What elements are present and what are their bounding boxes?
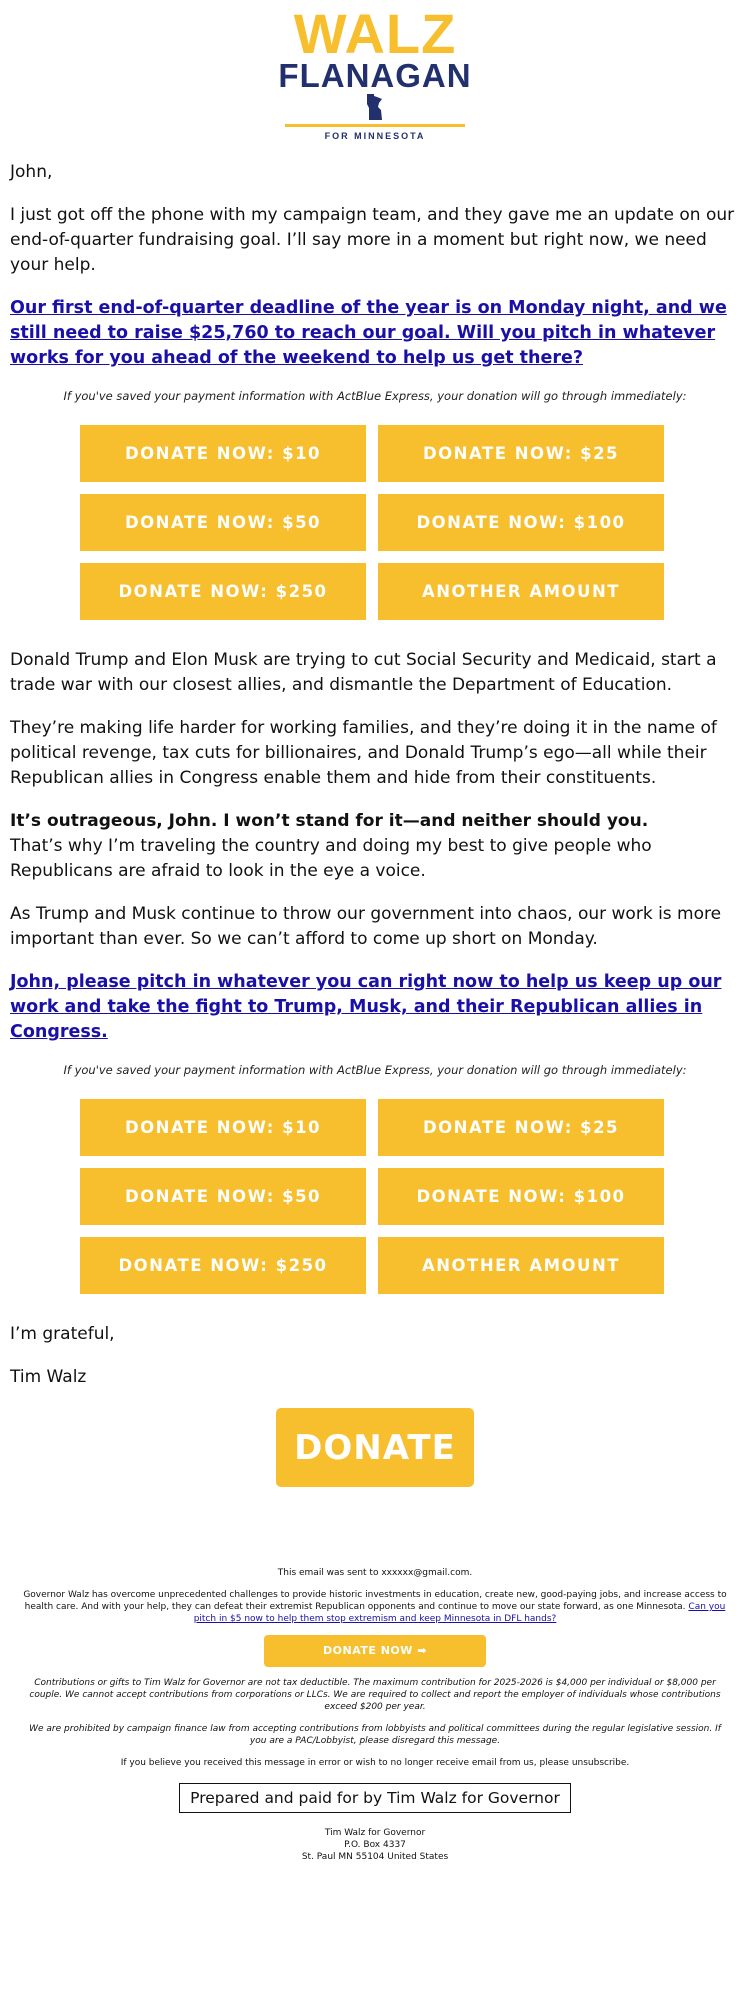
- email-body: [0, 160, 750, 1487]
- chaos-paragraph: As Trump and Musk continue to throw our government into chaos, our work is more important than ever. So we can’t afford to come up short on Monday.: [10, 904, 722, 949]
- donate-25-button-2[interactable]: DONATE NOW: $25: [378, 1099, 664, 1156]
- another-amount-button[interactable]: ANOTHER AMOUNT: [378, 563, 664, 620]
- donate-100-button[interactable]: DONATE NOW: $100: [378, 494, 664, 551]
- about-paragraph: Governor Walz has overcome unprecedented challenges to provide historic investments in education, create new, good-paying jobs, and increase access to health care. And with your help, they can defeat their extremist Republican opponents and continue to move our state forward, as one Minnesota.: [23, 1590, 727, 1612]
- address-line-2: P.O. Box 4337: [344, 1840, 406, 1850]
- legal-lobbyists: We are prohibited by campaign finance law from accepting contributions from lobbyists and political committees during the regular legislative session. If you are a PAC/Lobbyist, please disregard this message.: [29, 1724, 721, 1746]
- donate-100-button-2[interactable]: DONATE NOW: $100: [378, 1168, 664, 1225]
- intro-paragraph: I just got off the phone with my campaign team, and they gave me an update on our end-of-quarter fundraising goal. I’ll say more in a moment but right now, we need your help.: [10, 205, 735, 275]
- minnesota-icon: [365, 94, 385, 120]
- footer-donate-button[interactable]: DONATE NOW ➡: [264, 1635, 486, 1667]
- working-families-paragraph: They’re making life harder for working families, and they’re doing it in the name of political revenge, tax cuts for billionaires, and Donald Trump’s ego—all while their Republican allies in Congress enable them and hide from their constituents.: [10, 718, 717, 788]
- donate-10-button[interactable]: DONATE NOW: $10: [80, 425, 366, 482]
- another-amount-button-2[interactable]: ANOTHER AMOUNT: [378, 1237, 664, 1294]
- donate-button-grid: [80, 425, 670, 620]
- outrageous-paragraph: [10, 809, 740, 884]
- actblue-express-note: If you've saved your payment information with ActBlue Express, your donation will go through immediately:: [63, 389, 687, 403]
- address-line-1: Tim Walz for Governor: [324, 1828, 426, 1838]
- donate-250-button[interactable]: DONATE NOW: $250: [80, 563, 366, 620]
- about-text: [20, 1589, 730, 1625]
- donate-50-button[interactable]: DONATE NOW: $50: [80, 494, 366, 551]
- donate-250-button-2[interactable]: DONATE NOW: $250: [80, 1237, 366, 1294]
- about-donate-link[interactable]: Can you pitch in $5 now to help them stop extremism and keep Minnesota in DFL hands?: [193, 1602, 726, 1624]
- big-donate-button[interactable]: DONATE: [276, 1408, 474, 1487]
- donate-button-grid-2: [80, 1099, 670, 1294]
- mailing-address: [20, 1827, 730, 1863]
- logo-flanagan: FLANAGAN: [278, 57, 472, 94]
- footer: [0, 1567, 750, 1863]
- sent-to-text: This email was sent to xxxxxx@gmail.com.: [277, 1568, 473, 1578]
- outrageous-bold-text: It’s outrageous, John. I won’t stand for it—and neither should you.: [10, 811, 649, 831]
- pitch-in-link[interactable]: John, please pitch in whatever you can right now to help us keep up our work and take the fight to Trump, Musk, and their Republican allies in Congress.: [10, 972, 722, 1042]
- deadline-donate-link[interactable]: Our first end-of-quarter deadline of the year is on Monday night, and we still need to raise $25,760 to reach our goal. Will you pitch in whatever works for you ahead of the weekend to help us get there?: [10, 298, 727, 368]
- traveling-text: That’s why I’m traveling the country and doing my best to give people who Republicans are afraid to look in the eye a voice.: [10, 836, 652, 881]
- greeting: John,: [10, 162, 53, 182]
- donate-10-button-2[interactable]: DONATE NOW: $10: [80, 1099, 366, 1156]
- trump-musk-paragraph: Donald Trump and Elon Musk are trying to cut Social Security and Medicaid, start a trade war with our closest allies, and dismantle the Department of Education.: [10, 650, 717, 695]
- paid-for-box: Prepared and paid for by Tim Walz for Governor: [179, 1783, 571, 1813]
- donate-25-button[interactable]: DONATE NOW: $25: [378, 425, 664, 482]
- actblue-express-note-2: If you've saved your payment information with ActBlue Express, your donation will go through immediately:: [63, 1063, 687, 1077]
- campaign-logo: [0, 0, 750, 141]
- address-line-3: St. Paul MN 55104 United States: [301, 1852, 449, 1862]
- legal-contributions: Contributions or gifts to Tim Walz for Governor are not tax deductible. The maximum contribution for 2025-2026 is $4,000 per individual or $8,000 per couple. We cannot accept contributions from corporations or LLCs. We are required to collect and report the employer of individuals whose contributions exceed $200 per year.: [29, 1678, 721, 1712]
- unsubscribe-text[interactable]: If you believe you received this message in error or wish to no longer receive email from us, please unsubscribe.: [120, 1758, 630, 1768]
- logo-divider: [285, 124, 465, 127]
- signature: Tim Walz: [10, 1367, 87, 1387]
- donate-50-button-2[interactable]: DONATE NOW: $50: [80, 1168, 366, 1225]
- logo-walz: WALZ: [293, 2, 457, 65]
- closing: I’m grateful,: [10, 1324, 115, 1344]
- logo-tagline: FOR MINNESOTA: [324, 131, 426, 141]
